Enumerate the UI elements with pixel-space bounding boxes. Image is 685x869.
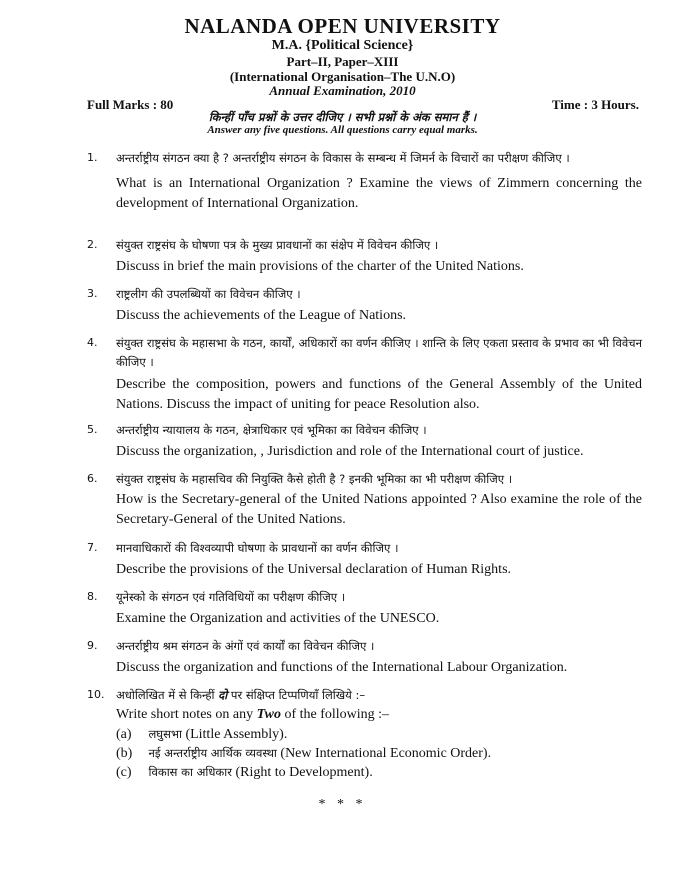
question-number: 5. (87, 423, 98, 436)
time-allowed: Time : 3 Hours. (551, 97, 639, 112)
instruction-hindi: किन्हीं पाँच प्रश्नों के उत्तर दीजिए । सभी प्रश्नों के अंक समान हैं । (208, 110, 477, 124)
question-english: Describe the composition, powers and functions of the General Assembly of the United Nations. Discuss the impact of uniting for peace Resolution also. (116, 377, 642, 412)
question-number: 4. (87, 336, 98, 349)
option-b (116, 744, 642, 763)
question-number: 8. (87, 590, 98, 603)
english-text-before: Write short notes on any (116, 707, 254, 722)
question-english: What is an International Organization ? Examine the views of Zimmern concerning the development of International Organization. (116, 176, 642, 211)
course-title: M.A. {Political Science} (271, 38, 414, 53)
question-hindi: अन्तर्राष्ट्रीय श्रम संगठन के अंगों एवं कार्यों का विवेचन कीजिए । (116, 639, 375, 653)
paper-number: Part–II, Paper–XIII (286, 54, 399, 69)
question-number: 9. (87, 639, 98, 652)
question-number: 7. (87, 541, 98, 554)
question-hindi: संयुक्त राष्ट्रसंघ के महासचिव की नियुक्ति कैसे होती है ? इनकी भूमिका का भी परीक्षण कीजिए । (116, 472, 513, 486)
university-name: NALANDA OPEN UNIVERSITY (184, 14, 501, 38)
question-number: 10. (87, 688, 105, 701)
option-label: (a) (116, 727, 132, 742)
question-2 (87, 236, 642, 277)
question-english (116, 705, 642, 725)
english-text-after: of the following :– (284, 707, 390, 722)
question-english: Discuss the organization, , Jurisdiction and role of the International court of justice. (116, 444, 584, 459)
question-english: Discuss the organization and functions of the International Labour Organization. (116, 660, 568, 675)
option-english: (New International Economic Order). (280, 746, 492, 761)
option-english: (Right to Development). (235, 765, 373, 780)
question-number: 2. (87, 238, 98, 251)
question-hindi: मानवाधिकारों की विश्वव्यापी घोषणा के प्रावधानों का वर्णन कीजिए । (116, 541, 399, 555)
question-english: Examine the Organization and activities of the UNESCO. (116, 611, 440, 626)
option-a (116, 725, 642, 744)
question-3 (87, 285, 642, 326)
option-c (116, 763, 642, 782)
hindi-text-after: पर संक्षिप्त टिप्पणियाँ लिखिये :– (230, 688, 366, 702)
question-number: 6. (87, 472, 98, 485)
hindi-text-before: अधोलिखित में से किन्हीं (116, 688, 215, 702)
subject-title: (International Organisation–The U.N.O) (229, 69, 456, 84)
english-emphasis: Two (256, 707, 281, 722)
question-number: 1. (87, 151, 98, 164)
question-7 (87, 539, 642, 580)
option-hindi: नई अन्तर्राष्ट्रीय आर्थिक व्यवस्था (148, 746, 277, 760)
exam-title: Annual Examination, 2010 (269, 83, 416, 98)
question-number: 3. (87, 287, 98, 300)
question-hindi: यूनेस्को के संगठन एवं गतिविधियों का परीक्षण कीजिए । (116, 590, 346, 604)
option-english: (Little Assembly). (185, 727, 288, 742)
question-8 (87, 588, 642, 629)
question-hindi: अन्तर्राष्ट्रीय न्यायालय के गठन, क्षेत्राधिकार एवं भूमिका का विवेचन कीजिए । (116, 423, 427, 437)
full-marks: Full Marks : 80 (87, 97, 174, 112)
question-english: Describe the provisions of the Universal declaration of Human Rights. (116, 562, 512, 577)
question-hindi (116, 686, 642, 705)
question-6 (87, 470, 642, 530)
question-english: Discuss the achievements of the League of Nations. (116, 308, 407, 323)
question-english: How is the Secretary-general of the United Nations appointed ? Also examine the role of the Secretary-General of the United Nations. (116, 492, 642, 527)
question-hindi: अन्तर्राष्ट्रीय संगठन क्या है ? अन्तर्राष्ट्रीय संगठन के विकास के सम्बन्ध में जिमर्न के विचारों का परीक्षण कीजिए । (116, 151, 570, 165)
question-hindi: राष्ट्रलीग की उपलब्धियों का विवेचन कीजिए । (116, 287, 301, 301)
question-english: Discuss in brief the main provisions of the charter of the United Nations. (116, 259, 524, 274)
option-hindi: लघुसभा (148, 727, 182, 741)
question-5 (87, 421, 642, 462)
end-marker: * * * (318, 797, 367, 812)
question-4 (87, 334, 642, 415)
option-label: (c) (116, 765, 132, 780)
option-label: (b) (116, 746, 133, 761)
question-9 (87, 637, 642, 678)
hindi-emphasis: दो (218, 688, 228, 702)
instruction-english: Answer any five questions. All questions carry equal marks. (207, 124, 478, 136)
question-hindi: संयुक्त राष्ट्रसंघ के महासभा के गठन, कार्यों, अधिकारों का वर्णन कीजिए । शान्ति के लिए एकता प्रस्ताव के प्रभाव का भी विवेचन कीजिए । (116, 336, 642, 369)
option-hindi: विकास का अधिकार (148, 765, 232, 779)
question-10 (87, 686, 642, 782)
question-hindi: संयुक्त राष्ट्रसंघ के घोषणा पत्र के मुख्य प्रावधानों का संक्षेप में विवेचन कीजिए । (116, 238, 439, 252)
question-1 (87, 149, 642, 214)
